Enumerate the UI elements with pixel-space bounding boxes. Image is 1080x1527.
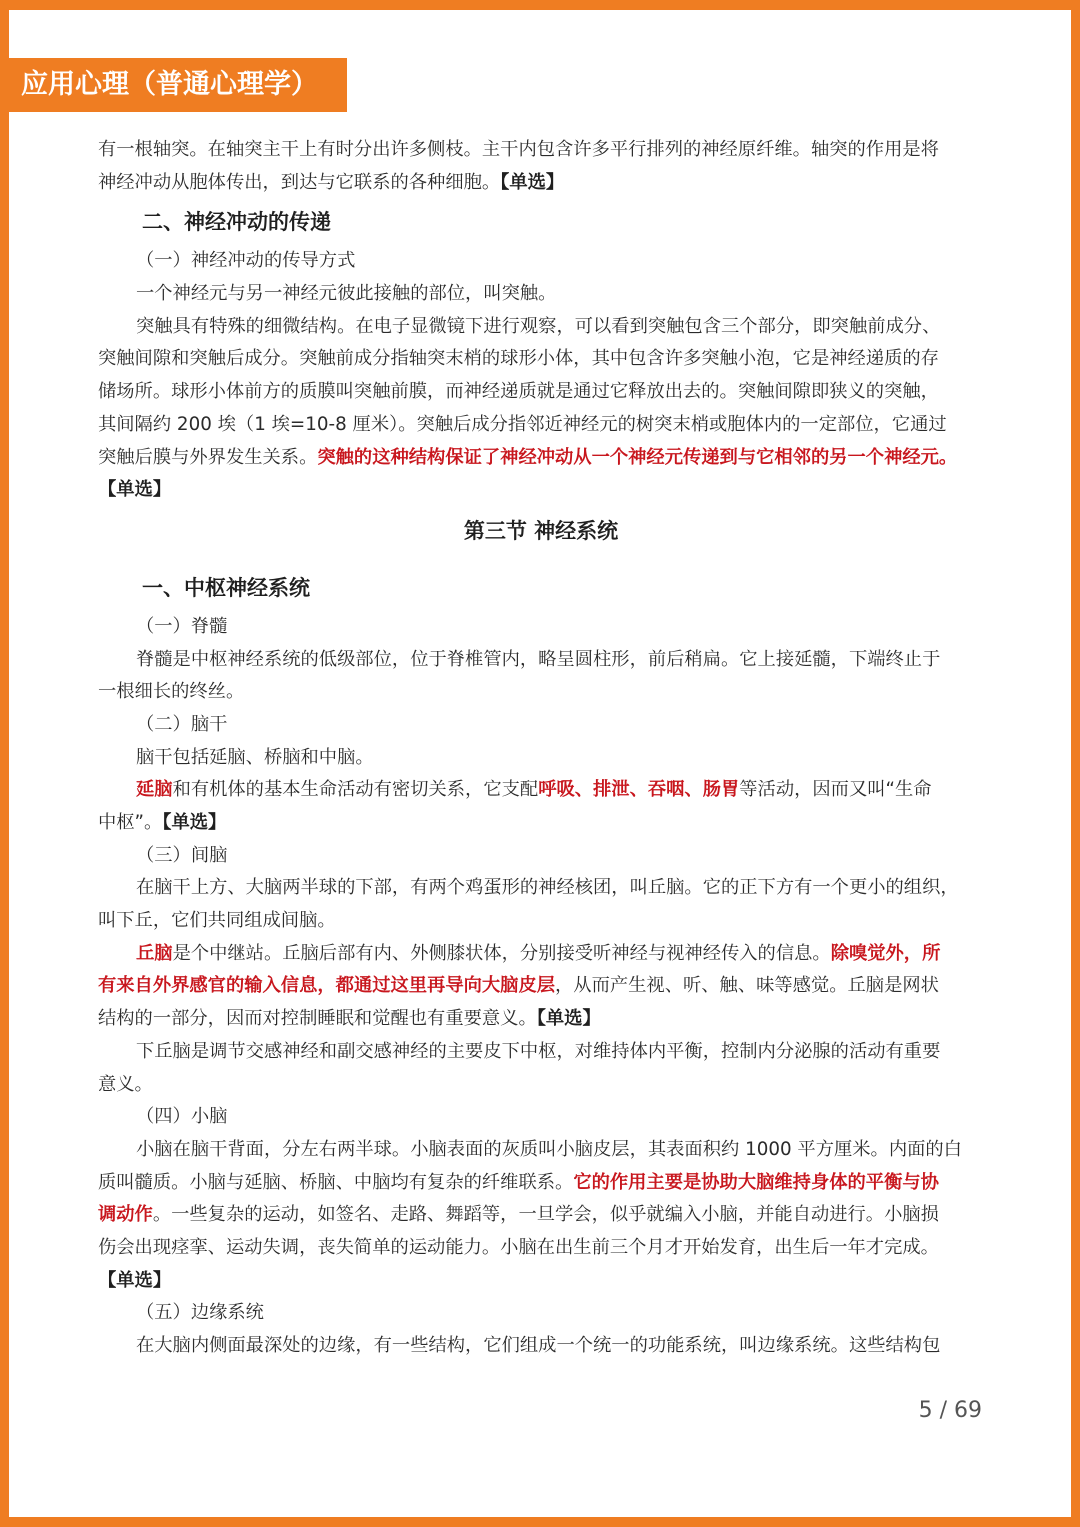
single-choice-tag: 【单选】 [98, 1269, 172, 1291]
highlight-text: 延脑 [136, 779, 173, 801]
single-choice-tag: 【单选】 [536, 1008, 601, 1030]
paragraph-line: 突触具有特殊的细微结构。在电子显微镜下进行观察，可以看到突触包含三个部分，即突触前成分、 [136, 315, 941, 337]
page-number: 5 / 69 [918, 1398, 982, 1423]
chapter-heading: 第三节 神经系统 [463, 518, 619, 543]
text: ，从而产生视、听、触、味等感觉。丘脑是网状 [555, 975, 939, 997]
section-heading: 二、神经冲动的传递 [142, 210, 331, 235]
subsection-title: （四）小脑 [136, 1106, 228, 1128]
paragraph-line [98, 970, 984, 1003]
paragraph-line: 伤会出现痉挛、运动失调，丧失简单的运动能力。小脑在出生前三个月才开始发育，出生后一年才完成。 [98, 1236, 939, 1258]
subsection-title: （二）脑干 [136, 713, 228, 735]
text: 神经冲动从胞体传出，到达与它联系的各种细胞。 [98, 171, 501, 193]
paragraph-line: 意义。 [98, 1073, 153, 1095]
paragraph-line [98, 1003, 984, 1036]
paragraph-line: 储场所。球形小体前方的质膜叫突触前膜，而神经递质就是通过它释放出去的。突触间隙即狭义的突触， [98, 381, 939, 403]
paragraph-line: 一个神经元与另一神经元彼此接触的部位，叫突触。 [136, 283, 557, 305]
text: 结构的一部分，因而对控制睡眠和觉醒也有重要意义。 [98, 1008, 537, 1030]
text: 突触后膜与外界发生关系。 [98, 446, 318, 468]
text: 中枢”。 [98, 812, 163, 833]
paragraph-line: 一根细长的终丝。 [98, 681, 245, 703]
highlight-text: 调动作 [98, 1204, 153, 1226]
subsection-title: （三）间脑 [136, 844, 228, 866]
text: 是个中继站。丘脑后部有内、外侧膝状体，分别接受听神经与视神经传入的信息。 [172, 942, 831, 964]
paragraph-line: 突触间隙和突触后成分。突触前成分指轴突末梢的球形小体，其中包含许多突触小泡，它是神经递质的存 [98, 348, 939, 370]
subsection-title: （五）边缘系统 [136, 1302, 264, 1324]
highlight-text: 除嗅觉外，所 [830, 942, 941, 964]
paragraph-line [98, 1167, 984, 1200]
single-choice-tag: 【单选】 [500, 171, 565, 193]
highlight-text: 呼吸、排泄、吞咽、肠胃 [538, 779, 740, 801]
paragraph-line: 脊髓是中枢神经系统的低级部位，位于脊椎管内，略呈圆柱形，前后稍扁。它上接延髓，下端终止于 [136, 648, 941, 670]
highlight-text: 有来自外界感官的输入信息，都通过这里再导向大脑皮层 [98, 975, 556, 997]
paragraph-line [98, 1199, 984, 1232]
document-body [98, 134, 984, 1363]
paragraph-line [98, 807, 984, 840]
subsection-title: （一）脊髓 [136, 615, 228, 637]
paragraph-line: 在大脑内侧面最深处的边缘，有一些结构，它们组成一个统一的功能系统，叫边缘系统。这些结构包 [136, 1335, 941, 1356]
section-heading: 一、中枢神经系统 [142, 575, 310, 600]
text: 和有机体的基本生命活动有密切关系，它支配 [172, 779, 539, 801]
paragraph-line [98, 774, 984, 807]
highlight-text: 突触的这种结构保证了神经冲动从一个神经元传递到与它相邻的另一个神经元。 [317, 446, 958, 468]
paragraph-line: 在脑干上方、大脑两半球的下部，有两个鸡蛋形的神经核团，叫丘脑。它的正下方有一个更小的组织， [136, 877, 959, 899]
highlight-text: 丘脑 [136, 942, 173, 964]
paragraph-line [98, 134, 984, 167]
text: 有一根轴突。在轴突主干上有时分出许多侧枝。主干内包含许多平行排列的神经原纤维。轴突的作用是将 [98, 139, 939, 160]
paragraph-line: 叫下丘，它们共同组成间脑。 [98, 910, 336, 932]
single-choice-tag: 【单选】 [98, 479, 172, 501]
text: 等活动，因而又叫“生命 [739, 779, 932, 801]
paragraph-line: 下丘脑是调节交感神经和副交感神经的主要皮下中枢，对维持体内平衡，控制内分泌腺的活动有重要 [136, 1040, 941, 1062]
header-title: 应用心理（普通心理学） [9, 58, 347, 112]
paragraph-line: 其间隔约 200 埃（1 埃=10-8 厘米）。突触后成分指邻近神经元的树突末梢或胞体内的一定部位，它通过 [98, 413, 947, 435]
highlight-text: 它的作用主要是协助大脑维持身体的平衡与协 [573, 1171, 939, 1193]
text: 。一些复杂的运动，如签名、走路、舞蹈等，一旦学会，似乎就编入小脑，并能自动进行。小脑损 [152, 1204, 939, 1226]
paragraph-line: 小脑在脑干背面，分左右两半球。小脑表面的灰质叫小脑皮层，其表面积约 1000 平方厘米。内面的白 [136, 1138, 962, 1160]
paragraph-line [98, 442, 984, 475]
subsection-title: （一）神经冲动的传导方式 [136, 250, 356, 272]
paragraph-line: 脑干包括延脑、桥脑和中脑。 [136, 746, 374, 768]
paragraph-line [98, 167, 984, 200]
paragraph-line [98, 938, 984, 971]
single-choice-tag: 【单选】 [162, 812, 227, 833]
text: 质叫髓质。小脑与延脑、桥脑、中脑均有复杂的纤维联系。 [98, 1171, 574, 1193]
